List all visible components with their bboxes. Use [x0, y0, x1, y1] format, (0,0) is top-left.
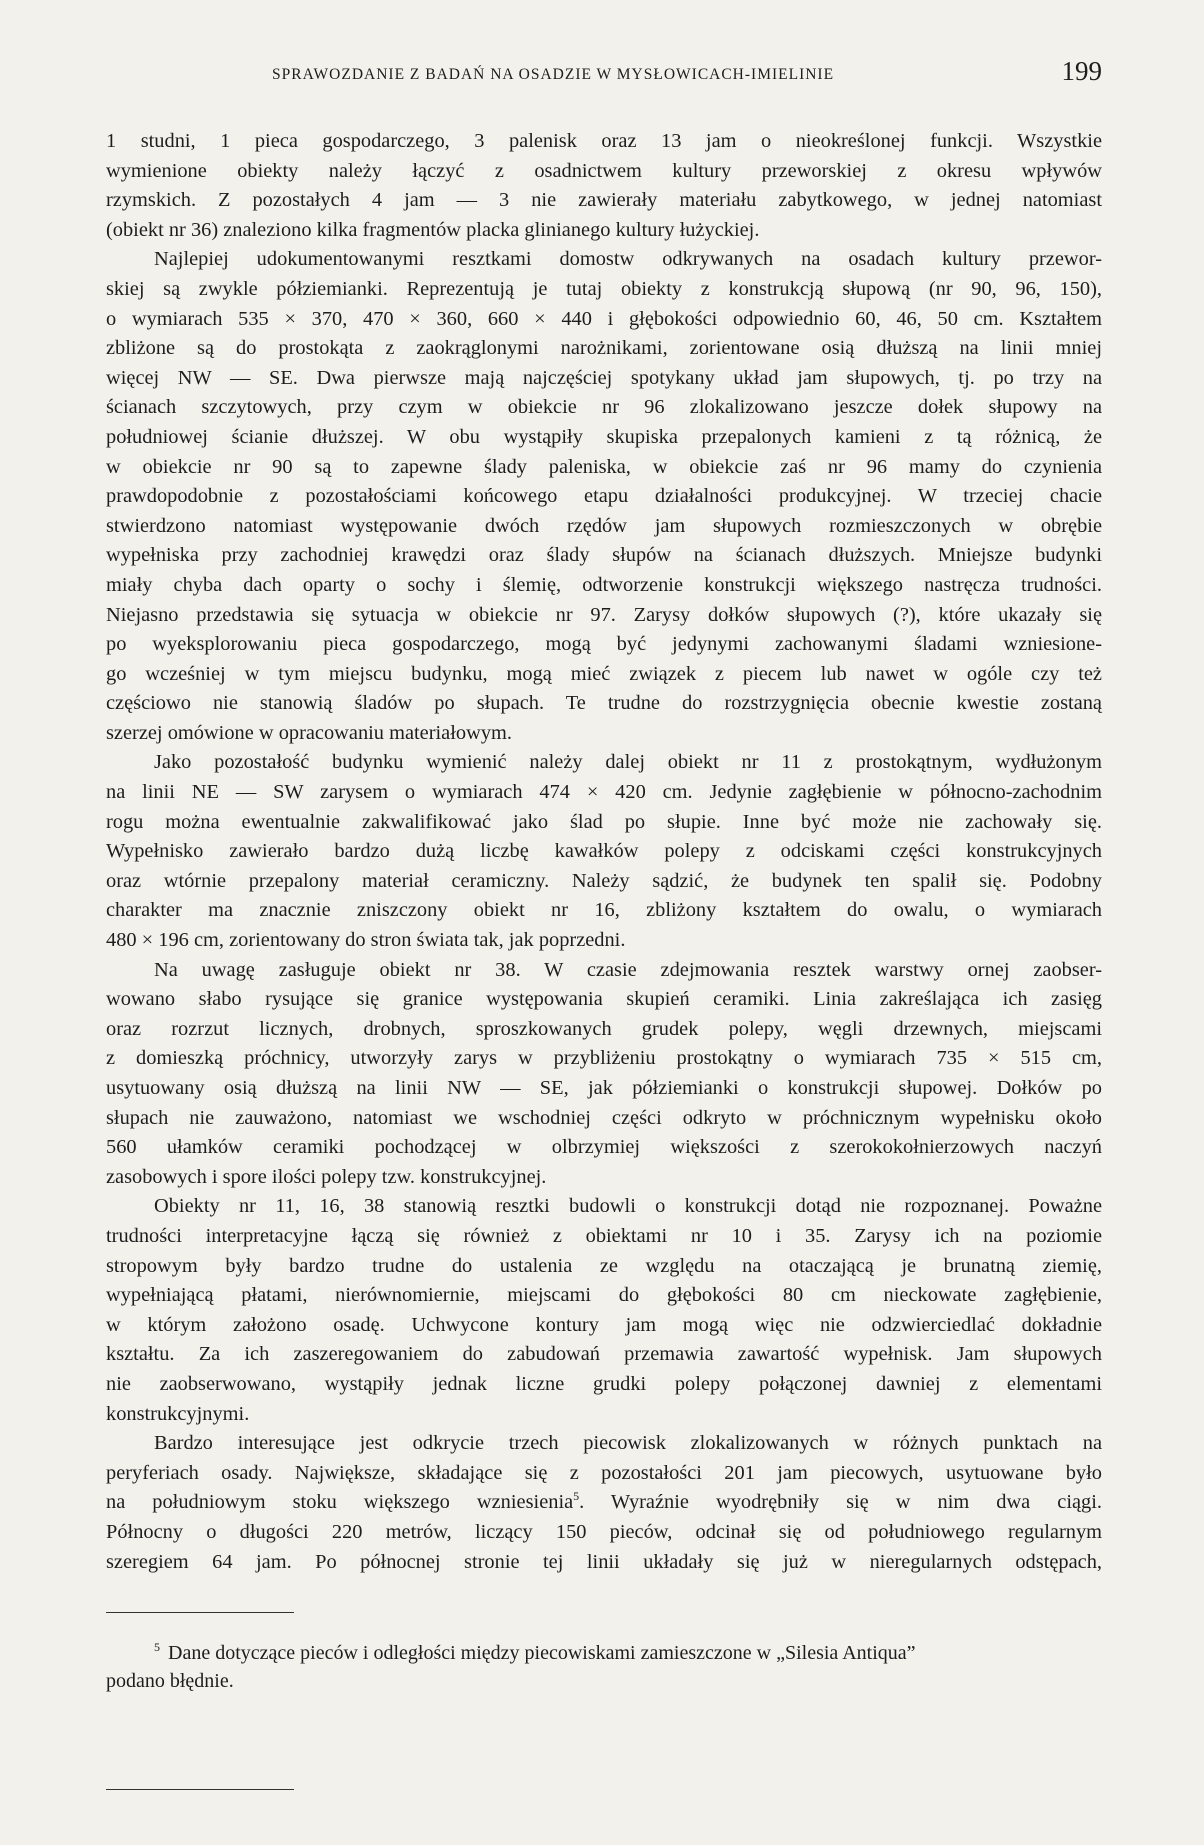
text-line: zasobowych i spore ilości polepy tzw. konstrukcyjnej. [106, 1165, 547, 1188]
text-line: Bardzo interesujące jest odkrycie trzech piecowisk zlokalizowanych w różnych punktach na [154, 1432, 1102, 1455]
text-line: rogu można ewentualnie zakwalifikować jako ślad po słupie. Inne być może nie zachowały się. [106, 810, 1102, 833]
footnote-line-1 [106, 1639, 1102, 1667]
text-line: więcej NW — SE. Dwa pierwsze mają najczęściej spotykany układ jam słupowych, tj. po trzy na [106, 366, 1102, 389]
text-line: w obiekcie nr 90 są to zapewne ślady paleniska, w obiekcie zaś nr 96 mamy do czynienia [106, 455, 1102, 478]
text-line: nie zaobserwowano, wystąpiły jednak liczne grudki polepy połączonej dawniej z elementami [106, 1372, 1102, 1395]
text-line: Na uwagę zasługuje obiekt nr 38. W czasie zdejmowania resztek warstwy ornej zaobser- [154, 958, 1102, 981]
text-line: słupach nie zauważono, natomiast we wschodniej części odkryto w próchnicznym wypełnisku około [106, 1106, 1102, 1129]
text-line: Północny o długości 220 metrów, liczący 150 pieców, odcinał się od południowego regularnym [106, 1520, 1102, 1543]
text-line: prawdopodobnie z pozostałościami końcowego etapu działalności produkcyjnej. W trzeciej chacie [106, 485, 1102, 508]
text-line: oraz rozrzut licznych, drobnych, sproszkowanych grudek polepy, węgli drzewnych, miejscami [106, 1017, 1102, 1040]
text-line: kształtu. Za ich zaszeregowaniem do zabudowań przemawia zawartość wypełnisk. Jam słupowych [106, 1343, 1102, 1366]
text-line: (obiekt nr 36) znaleziono kilka fragmentów placka glinianego kultury łużyckiej. [106, 218, 760, 241]
page-header [106, 56, 1102, 96]
text-line: 480 × 196 cm, zorientowany do stron świata tak, jak poprzedni. [106, 929, 626, 952]
text-line: wypełniska przy zachodniej krawędzi oraz ślady słupów na ścianach dłuższych. Mniejsze budynki [106, 544, 1102, 567]
footnote-section [106, 1612, 1102, 1695]
text-line: wymienione obiekty należy łączyć z osadnictwem kultury przeworskiej z okresu wpływów [106, 159, 1102, 182]
page-number: 199 [1061, 56, 1102, 86]
text-line: Najlepiej udokumentowanymi resztkami domostw odkrywanych na osadach kultury przewor- [154, 248, 1102, 271]
text-line: po wyeksplorowaniu pieca gospodarczego, mogą być jedynymi zachowanymi śladami wzniesione- [106, 633, 1102, 656]
text-line: z domieszką próchnicy, utworzyły zarys w przybliżeniu prostokątny o wymiarach 735 × 515 cm, [106, 1047, 1102, 1070]
footnote-number: 5 [154, 1640, 160, 1655]
text-line: konstrukcyjnymi. [106, 1402, 250, 1425]
text-line: szerzej omówione w opracowaniu materiałowym. [106, 721, 512, 744]
text-line: trudności interpretacyjne łączą się również z obiektami nr 10 i 35. Zarysy ich na poziomie [106, 1224, 1102, 1247]
running-head: SPRAWOZDANIE Z BADAŃ NA OSADZIE W MYSŁOWICACH-IMIELINIE [272, 66, 835, 83]
text-line: wowano słabo rysujące się granice występowania skupień ceramiki. Linia zakreślająca ich zasięg [106, 988, 1102, 1011]
footnote-marker: 5 [573, 1489, 580, 1504]
text-line: rzymskich. Z pozostałych 4 jam — 3 nie zawierały materiału zabytkowego, w jednej natomiast [106, 189, 1102, 212]
text-line: go wcześniej w tym miejscu budynku, mogą mieć związek z piecem lub nawet w ogóle czy też [106, 662, 1102, 685]
text-line: usytuowany osią dłuższą na linii NW — SE, jak półziemianki o konstrukcji słupowej. Dołków po [106, 1077, 1102, 1099]
text-line: o wymiarach 535 × 370, 470 × 360, 660 × 440 i głębokości odpowiednio 60, 46, 50 cm. Kształtem [106, 307, 1102, 330]
text-line: na linii NE — SW zarysem o wymiarach 474 × 420 cm. Jedynie zagłębienie w północno-zachodnim [106, 781, 1102, 804]
text-line: w którym założono osadę. Uchwycone kontury jam mogą więc nie odzwierciedlać dokładnie [106, 1313, 1102, 1336]
text-line: południowej ścianie dłuższej. W obu wystąpiły skupiska przepalonych kamieni z tą różnicą, że [106, 425, 1102, 448]
text-line: szeregiem 64 jam. Po północnej stronie tej linii układały się już w nieregularnych odstępach, [106, 1550, 1102, 1573]
text-line: Jako pozostałość budynku wymienić należy dalej obiekt nr 11 z prostokątnym, wydłużonym [154, 751, 1102, 774]
text-line: skiej są zwykle półziemianki. Reprezentują je tutaj obiekty z konstrukcją słupową (nr 90, 96, 150), [106, 277, 1102, 300]
text-line: oraz wtórnie przepalony materiał ceramiczny. Należy sądzić, że budynek ten spalił się. Podobny [106, 869, 1102, 892]
text-line: na południowym stoku większego wzniesienia$^5$. Wyraźnie wyodrębniły się w nim dwa ciągi. [106, 1489, 1102, 1514]
text-line: Obiekty nr 11, 16, 38 stanowią resztki budowli o konstrukcji dotąd nie rozpoznanej. Poważne [154, 1195, 1102, 1218]
text-line: peryferiach osady. Największe, składające się z pozostałości 201 jam piecowych, usytuowane było [106, 1461, 1102, 1484]
text-line: wypełniającą płatami, nierównomiernie, miejscami do głębokości 80 cm nieckowate zagłębienie, [106, 1284, 1102, 1307]
text-line: zbliżone są do prostokąta z zaokrąglonymi narożnikami, zorientowane osią dłuższą na linii mniej [106, 337, 1102, 360]
footnote-block [106, 1813, 1102, 1843]
text-line: stropowym były bardzo trudne do ustalenia ze względu na otaczającą je brunatną ziemię, [106, 1254, 1102, 1277]
text-line: 1 studni, 1 pieca gospodarczego, 3 palenisk oraz 13 jam o nieokreślonej funkcji. Wszystkie [106, 130, 1102, 152]
footnote-line-2 [106, 1667, 1102, 1695]
text-line: 560 ułamków ceramiki pochodzącej w olbrzymiej większości z szerokokołnierzowych naczyń [106, 1136, 1102, 1159]
body-text [106, 127, 1102, 1577]
footnote-text-2: podano błędnie. [106, 1670, 234, 1692]
footnote-divider [106, 1612, 294, 1613]
text-line: charakter ma znacznie zniszczony obiekt nr 16, zbliżony kształtem do owalu, o wymiarach [106, 899, 1102, 922]
text-line: częściowo nie stanowią śladów po słupach. Te trudne do rozstrzygnięcia obecnie kwestie zostaną [106, 692, 1102, 715]
footnote-text-1: Dane dotyczące pieców i odległości między piecowiskami zamieszczone w „Silesia Antiqua” [168, 1642, 916, 1664]
text-line: ścianach szczytowych, przy czym w obiekcie nr 96 zlokalizowano jeszcze dołek słupowy na [106, 396, 1102, 419]
text-line: stwierdzono natomiast występowanie dwóch rzędów jam słupowych rozmieszczonych w obrębie [106, 514, 1102, 537]
text-line: Wypełnisko zawierało bardzo dużą liczbę kawałków polepy z odciskami części konstrukcyjnych [106, 840, 1102, 863]
text-line: miały chyba dach oparty o sochy i ślemię, odtworzenie konstrukcji większego nastręcza trudności. [106, 573, 1102, 596]
text-line: Niejasno przedstawia się sytuacja w obiekcie nr 97. Zarysy dołków słupowych (?), które ukazały się [106, 603, 1102, 626]
footnote-rule [106, 1789, 294, 1790]
